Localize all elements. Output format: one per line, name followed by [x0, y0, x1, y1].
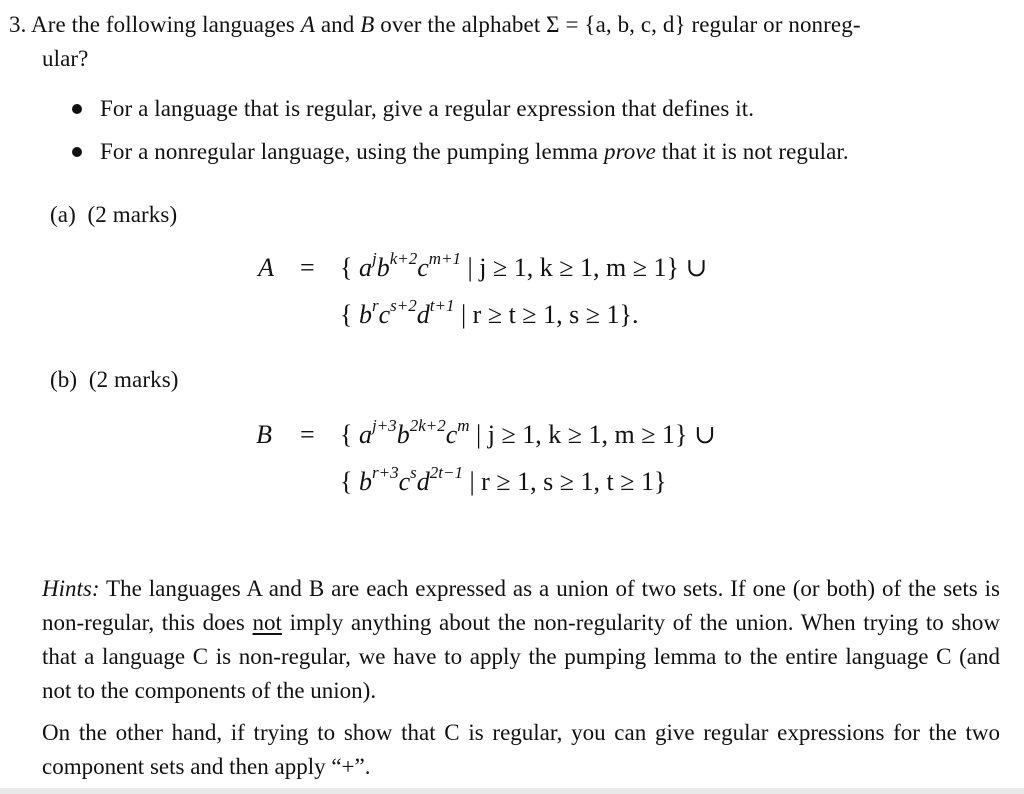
- set-condition: | r ≥ t ≥ 1, s ≥ 1}.: [454, 300, 639, 329]
- hints-not-underlined: not: [252, 610, 282, 635]
- part-b-lhs: B: [256, 420, 272, 449]
- term-base: d: [416, 467, 430, 496]
- intro-text-post: over the alphabet Σ = {a, b, c, d} regular or nonreg-: [380, 12, 861, 37]
- bullet-text: For a language that is regular, give a regular expression that defines it.: [100, 96, 755, 121]
- set-condition: | r ≥ 1, s ≥ 1, t ≥ 1}: [462, 467, 667, 496]
- term-base: a: [358, 420, 372, 449]
- brace: {: [340, 300, 359, 329]
- page-bottom-edge: [0, 788, 1024, 794]
- brace: {: [340, 420, 359, 449]
- bullet-nonregular: [72, 136, 849, 168]
- part-a-equals: =: [300, 253, 315, 282]
- term-base: b: [358, 467, 372, 496]
- term-base: b: [396, 420, 410, 449]
- question-intro-line1: [9, 9, 861, 41]
- term-exponent: s+2: [390, 296, 417, 315]
- set-condition: | j ≥ 1, k ≥ 1, m ≥ 1} ∪: [461, 253, 708, 282]
- part-b-equals: =: [300, 420, 315, 449]
- term-base: c: [445, 420, 458, 449]
- part-label: (a): [50, 202, 76, 227]
- emphasis-prove: prove: [603, 139, 656, 164]
- term-exponent: j+3: [371, 416, 397, 435]
- bullet-text: For a nonregular language, using the pumping lemma: [100, 139, 599, 164]
- intro-text: Are the following languages: [31, 12, 295, 37]
- term-exponent: r+3: [371, 463, 399, 482]
- language-a-symbol: A: [300, 12, 315, 37]
- hints-paragraph-2: On the other hand, if trying to show that C is regular, you can give regular expressions for the two component sets and then apply “+”.: [42, 720, 1000, 779]
- part-a-lhs: A: [258, 253, 274, 282]
- hints-label: Hints:: [42, 576, 100, 601]
- bullet-text-post: that it is not regular.: [661, 139, 849, 164]
- term-exponent: r: [371, 296, 379, 315]
- bullet-icon: [72, 104, 82, 114]
- term-base: c: [398, 467, 411, 496]
- hints-text-cont: imply anything about the non-regularity of the union. When trying to show that a language C is non-regular, we have to apply the pumping lemma to the entire language C (and not to the components of the union).: [42, 610, 1001, 703]
- term-base: a: [358, 253, 372, 282]
- brace: {: [340, 467, 359, 496]
- term-exponent: m: [457, 416, 470, 435]
- bullet-icon: [72, 147, 82, 157]
- term-exponent: t+1: [429, 296, 455, 315]
- part-label: (b): [50, 367, 78, 392]
- language-b-symbol: B: [360, 12, 375, 37]
- question-number: 3.: [9, 12, 27, 37]
- term-base: b: [376, 253, 390, 282]
- term-base: b: [358, 300, 372, 329]
- term-base: c: [417, 253, 429, 282]
- term-base: c: [378, 300, 391, 329]
- part-marks: (2 marks): [87, 202, 178, 227]
- term-exponent: s: [410, 463, 417, 482]
- term-exponent: k+2: [389, 249, 418, 268]
- term-exponent: 2t−1: [429, 463, 463, 482]
- question-intro-line2: ular?: [42, 46, 89, 71]
- part-b-heading: [50, 364, 179, 396]
- part-a-set1: [340, 249, 708, 283]
- hints-paragraph-1: [42, 572, 1000, 708]
- part-a-set2: [340, 296, 639, 330]
- part-b-set1: [340, 416, 716, 450]
- part-b-set2: [340, 463, 667, 497]
- hints-text: The languages A and B are each expressed as a union of two sets. If one (or both) of the sets is non-regular, this does: [42, 576, 1000, 635]
- brace: {: [340, 253, 359, 282]
- part-marks: (2 marks): [88, 367, 179, 392]
- part-a-heading: [50, 199, 177, 231]
- term-exponent: j: [371, 249, 377, 268]
- term-exponent: m+1: [428, 249, 462, 268]
- term-base: d: [416, 300, 430, 329]
- set-condition: | j ≥ 1, k ≥ 1, m ≥ 1} ∪: [469, 420, 716, 449]
- term-exponent: 2k+2: [409, 416, 446, 435]
- intro-and: and: [320, 12, 355, 37]
- bullet-regular: [72, 93, 754, 125]
